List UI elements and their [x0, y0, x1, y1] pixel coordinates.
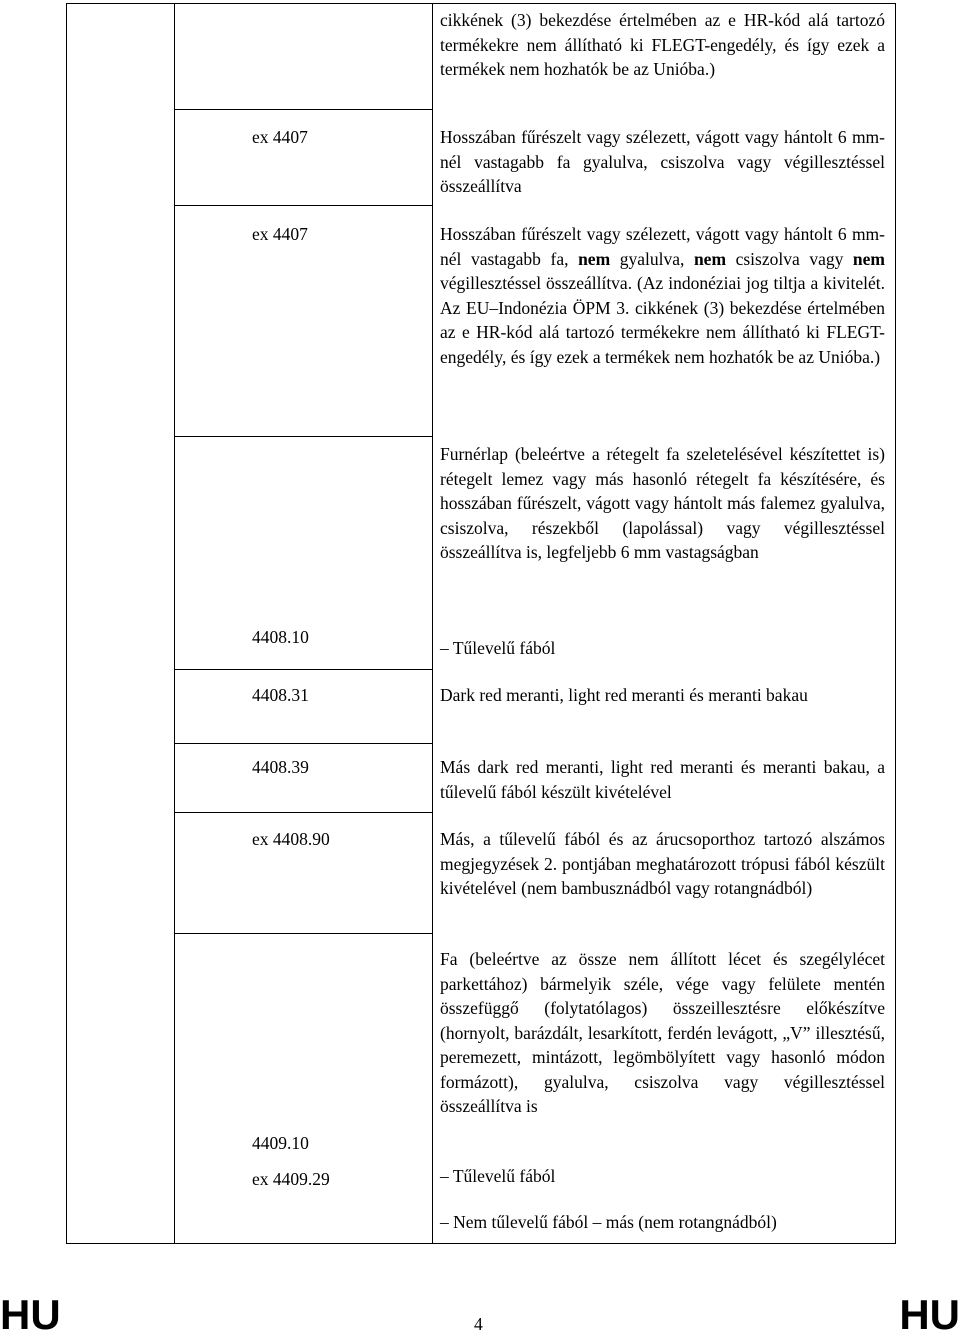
row-7-code-2: ex 4409.29	[252, 1169, 330, 1189]
row-4-description: Dark red meranti, light red meranti és meranti bakau	[440, 685, 808, 705]
row-divider	[174, 109, 432, 110]
row-divider	[174, 743, 432, 744]
row-6-description: Más, a tűlevelű fából és az árucsoporthoz tartozó alszámos megjegyzések 2. pontjában meghatározott trópusi fából készült kivételével (nem bambusznádból vagy rotangnádból)	[440, 829, 885, 898]
row-divider	[174, 436, 432, 437]
row-0-description: cikkének (3) bekezdése értelmében az e HR-kód alá tartozó termékekre nem állítható ki FLEGT-engedély, és így ezek a termékek nem hozhatók be az Unióba.)	[440, 10, 885, 79]
row-7-subheading-2: – Nem tűlevelű fából – más (nem rotangnádból)	[440, 1210, 885, 1235]
footer-language-label-left: HU	[0, 1291, 61, 1338]
row-5-code: 4408.39	[252, 757, 309, 777]
row-7-subheading-1: – Tűlevelű fából	[440, 1164, 885, 1189]
column-divider-left	[174, 4, 175, 1243]
row-6-code: ex 4408.90	[252, 829, 330, 849]
footer-language-label-right: HU	[899, 1291, 960, 1338]
row-4-code: 4408.31	[252, 685, 309, 705]
row-1-code: ex 4407	[252, 127, 308, 147]
page-number: 4	[474, 1314, 483, 1334]
row-3-description: Furnérlap (beleértve a rétegelt fa szeletelésével készítettet is) rétegelt lemez vagy más hasonló rétegelt fa készítésére, és hosszában fűrészelt, vágott vagy hántolt más falemez gyalulva, csiszolva, részekből (lapolással) vagy végillesztéssel összeállítva is, legfeljebb 6 mm vastagságban	[440, 444, 885, 562]
row-divider	[174, 933, 432, 934]
row-1-description: Hosszában fűrészelt vagy szélezett, vágott vagy hántolt 6 mm-nél vastagabb fa gyalulva, csiszolva vagy végillesztéssel összeállítva	[440, 127, 885, 196]
column-divider-right	[432, 4, 433, 1243]
row-divider	[174, 205, 432, 206]
row-7-description: Fa (beleértve az össze nem állított lécet és szegélylécet parkettához) bármelyik széle, vége vagy felülete mentén összefüggő (folytatólagos) összeillesztésre előkészítve (hornyolt, barázdált, lesarkított, ferdén levágott, „V” illesztésű, peremezett, mintázott, legömbölyített vagy hasonló módon formázott), gyalulva, csiszolva vagy végillesztéssel összeállítva is	[440, 949, 885, 1116]
row-3-subheading: – Tűlevelű fából	[440, 636, 885, 661]
row-divider	[174, 812, 432, 813]
tariff-table	[66, 3, 896, 1244]
row-3-code: 4408.10	[252, 627, 309, 647]
row-divider	[174, 669, 432, 670]
row-2-description: Hosszában fűrészelt vagy szélezett, vágott vagy hántolt 6 mm-nél vastagabb fa, nem gyalulva, nem csiszolva vagy nem végillesztéssel összeállítva. (Az indonéziai jog tiltja a kivitelét. Az EU–Indonézia ÖPM 3. cikkének (3) bekezdése értelmében az e HR-kód alá tartozó termékekre nem állítható ki FLEGT-engedély, és így ezek a termékek nem hozhatók be az Unióba.)	[440, 224, 885, 367]
row-7-code-1: 4409.10	[252, 1133, 309, 1153]
row-2-code: ex 4407	[252, 224, 308, 244]
row-5-description: Más dark red meranti, light red meranti és meranti bakau, a tűlevelű fából készült kivételével	[440, 757, 885, 802]
